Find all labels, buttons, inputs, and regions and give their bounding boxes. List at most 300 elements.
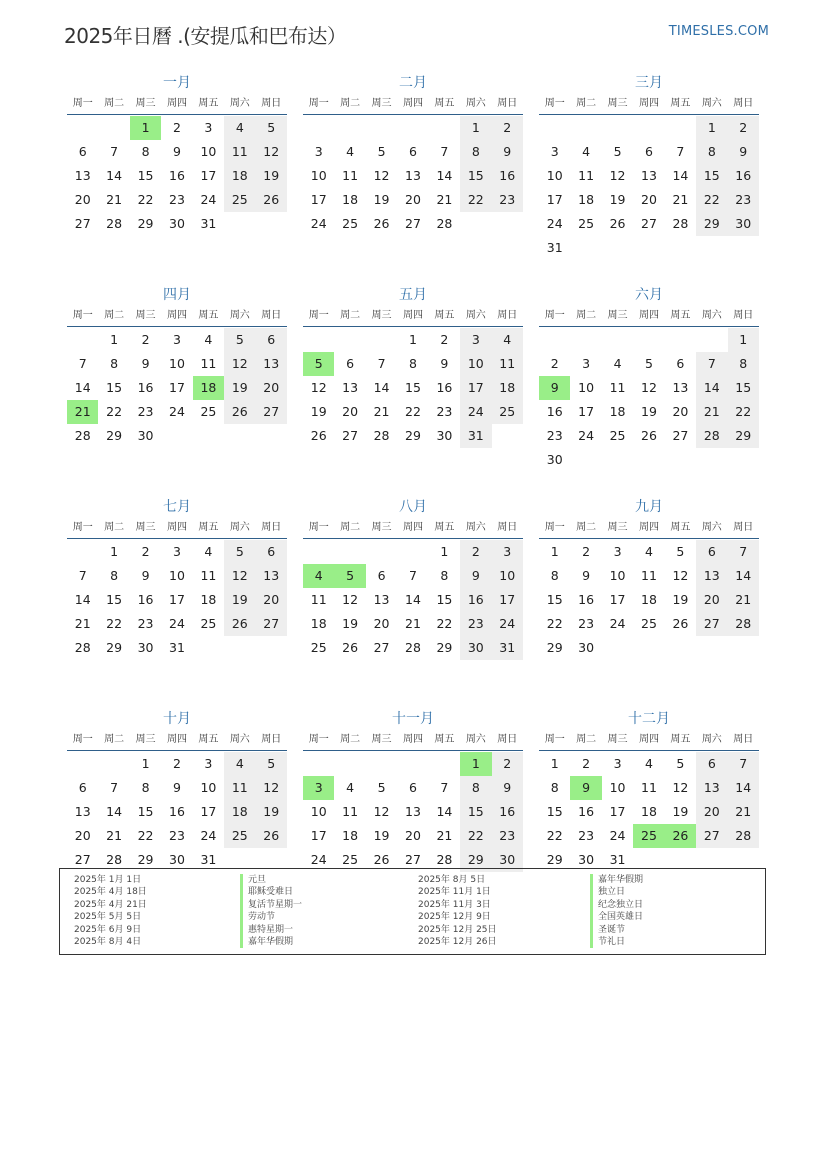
weekday-label: 周六 — [701, 98, 722, 109]
day-cell: 22 — [405, 404, 421, 419]
day-cell: 27 — [405, 852, 421, 867]
weekday-label: 周五 — [198, 310, 219, 321]
month-name: 十二月 — [628, 711, 670, 727]
day-grid — [539, 116, 759, 260]
day-cell: 14 — [106, 168, 123, 183]
day-cell: 4 — [204, 544, 213, 559]
day-cell: 22 — [546, 616, 563, 631]
empty-cell — [397, 116, 428, 140]
day-cell: 9 — [141, 568, 150, 583]
day-cell: 13 — [256, 564, 287, 588]
day-cell: 21 — [436, 828, 453, 843]
holiday-date: 2025年 6月 9日 — [74, 924, 142, 935]
day-cell: 8 — [728, 352, 759, 376]
holiday-date: 2025年 5月 5日 — [74, 912, 142, 923]
day-cell: 25 — [342, 852, 359, 867]
holiday-date: 2025年 12月 26日 — [418, 937, 497, 948]
day-cell: 20 — [672, 404, 689, 419]
day-cell: 28 — [728, 612, 759, 636]
day-cell: 12 — [641, 380, 657, 395]
holiday-date: 2025年 1月 1日 — [74, 875, 142, 885]
weekday-label: 周日 — [261, 734, 282, 745]
empty-cell — [665, 116, 696, 140]
day-cell: 22 — [106, 404, 123, 419]
weekday-label: 周三 — [135, 310, 156, 321]
day-cell: 27 — [696, 612, 727, 636]
day-cell: 26 — [224, 612, 255, 636]
day-cell: 25 — [641, 616, 657, 631]
day-cell: 16 — [436, 380, 453, 395]
day-cell: 28 — [436, 852, 453, 867]
day-cell: 26 — [256, 188, 287, 212]
day-cell: 18 — [310, 616, 327, 631]
empty-cell — [366, 328, 397, 352]
weekday-label: 周一 — [544, 522, 565, 533]
day-cell: 3 — [582, 356, 591, 371]
weekday-label: 周六 — [701, 522, 722, 533]
day-cell: 30 — [169, 852, 185, 867]
day-cell: 7 — [728, 752, 759, 776]
empty-cell — [303, 116, 334, 140]
day-cell: 27 — [696, 824, 727, 848]
day-cell: 18 — [224, 800, 255, 824]
day-cell: 23 — [578, 828, 595, 843]
day-cell: 26 — [373, 216, 390, 231]
weekday-label: 周六 — [229, 98, 250, 109]
weekday-label: 周三 — [371, 98, 392, 109]
day-grid — [303, 752, 523, 872]
day-cell: 10 — [169, 356, 185, 371]
month-calendar — [303, 284, 523, 496]
day-cell: 4 — [346, 144, 355, 159]
day-cell: 8 — [460, 140, 491, 164]
day-cell: 20 — [373, 616, 390, 631]
day-cell: 24 — [609, 616, 626, 631]
day-cell: 9 — [173, 144, 181, 159]
day-cell: 24 — [200, 828, 217, 843]
day-cell: 27 — [373, 640, 390, 655]
day-cell: 1 — [110, 544, 119, 559]
day-cell: 17 — [609, 592, 626, 607]
day-cell: 12 — [224, 564, 255, 588]
weekday-label: 周二 — [576, 310, 597, 321]
day-cell: 2 — [440, 332, 449, 347]
day-cell: 17 — [200, 168, 217, 183]
month-calendar — [539, 496, 759, 708]
day-cell: 31 — [460, 424, 491, 448]
month-name: 八月 — [399, 499, 427, 515]
day-cell: 14 — [74, 592, 91, 607]
day-cell: 1 — [728, 328, 759, 352]
day-cell: 12 — [256, 776, 287, 800]
day-cell: 8 — [110, 356, 119, 371]
weekday-label: 周一 — [544, 98, 565, 109]
weekday-label: 周一 — [72, 98, 93, 109]
day-cell: 28 — [436, 216, 453, 231]
day-cell: 2 — [492, 752, 523, 776]
day-cell: 5 — [645, 356, 653, 371]
day-cell: 19 — [373, 828, 390, 843]
day-cell: 17 — [310, 192, 327, 207]
day-grid — [539, 752, 759, 872]
day-cell: 15 — [460, 164, 491, 188]
day-cell: 8 — [696, 140, 727, 164]
day-cell: 30 — [578, 852, 595, 867]
day-cell: 21 — [74, 616, 91, 631]
day-cell: 1 — [696, 116, 727, 140]
empty-cell — [429, 116, 460, 140]
day-cell: 4 — [645, 544, 653, 559]
day-cell: 25 — [342, 216, 359, 231]
day-cell: 8 — [440, 568, 449, 583]
weekday-label: 周二 — [104, 98, 125, 109]
empty-cell — [303, 328, 334, 352]
day-cell: 14 — [373, 380, 390, 395]
day-cell: 11 — [342, 804, 359, 819]
day-cell: 29 — [106, 640, 123, 655]
day-cell: 19 — [256, 164, 287, 188]
day-cell: 23 — [728, 188, 759, 212]
day-cell: 29 — [106, 428, 123, 443]
day-cell: 5 — [256, 752, 287, 776]
day-cell: 9 — [492, 776, 523, 800]
day-cell: 12 — [310, 380, 327, 395]
weekday-label: 周一 — [72, 734, 93, 745]
day-cell: 10 — [609, 568, 626, 583]
day-cell: 9 — [141, 356, 150, 371]
weekday-label: 周三 — [135, 98, 156, 109]
day-cell: 18 — [641, 592, 657, 607]
day-cell: 11 — [578, 168, 595, 183]
day-cell: 7 — [696, 352, 727, 376]
holiday-name: 惠特星期一 — [240, 924, 302, 936]
brand-link[interactable]: TIMESLES.COM — [668, 24, 769, 39]
month-calendar — [539, 284, 759, 496]
weekday-label: 周四 — [402, 522, 423, 533]
day-cell: 18 — [342, 192, 359, 207]
weekday-label: 周一 — [544, 310, 565, 321]
day-cell: 6 — [256, 328, 287, 352]
day-cell: 17 — [492, 588, 523, 612]
day-cell: 20 — [256, 376, 287, 400]
month-name: 九月 — [635, 499, 663, 515]
day-cell: 28 — [696, 424, 727, 448]
day-cell: 13 — [405, 168, 421, 183]
day-cell: 16 — [578, 592, 595, 607]
day-cell: 10 — [310, 804, 327, 819]
weekday-label: 周三 — [607, 734, 628, 745]
weekday-label: 周六 — [465, 522, 486, 533]
weekday-label: 周四 — [638, 310, 659, 321]
day-cell: 2 — [582, 544, 591, 559]
weekday-label: 周五 — [670, 522, 691, 533]
holiday-name: 纪念独立日 — [590, 899, 643, 911]
day-cell: 19 — [224, 588, 255, 612]
day-cell: 18 — [492, 376, 523, 400]
day-cell: 22 — [546, 828, 563, 843]
day-cell: 29 — [137, 852, 154, 867]
empty-cell — [539, 116, 570, 140]
day-cell: 24 — [492, 612, 523, 636]
weekday-label: 周日 — [261, 522, 282, 533]
holiday-names-col-2 — [590, 874, 643, 948]
day-cell: 5 — [256, 116, 287, 140]
day-cell: 20 — [641, 192, 657, 207]
day-cell: 7 — [110, 144, 119, 159]
day-cell: 6 — [645, 144, 653, 159]
empty-cell — [67, 752, 98, 776]
day-cell: 4 — [224, 116, 255, 140]
day-cell: 4 — [613, 356, 622, 371]
day-cell: 28 — [672, 216, 689, 231]
weekday-label: 周四 — [638, 734, 659, 745]
month-name: 十一月 — [392, 711, 434, 727]
empty-cell — [334, 752, 365, 776]
holiday-date: 2025年 12月 25日 — [418, 924, 497, 935]
day-cell: 7 — [110, 780, 119, 795]
day-cell: 31 — [609, 852, 626, 867]
day-cell: 6 — [696, 540, 727, 564]
weekday-label: 周四 — [166, 310, 187, 321]
weekday-label: 周日 — [733, 522, 754, 533]
day-cell: 12 — [609, 168, 626, 183]
day-grid — [303, 116, 523, 236]
day-cell: 31 — [169, 640, 185, 655]
day-cell: 20 — [696, 588, 727, 612]
day-cell: 13 — [342, 380, 359, 395]
day-cell: 26 — [310, 428, 327, 443]
day-cell: 12 — [373, 168, 390, 183]
empty-cell — [570, 328, 601, 352]
day-cell: 8 — [460, 776, 491, 800]
day-cell: 10 — [310, 168, 327, 183]
day-cell: 29 — [546, 852, 563, 867]
holiday-day: 9 — [570, 776, 601, 800]
weekday-label: 周二 — [576, 98, 597, 109]
day-cell: 8 — [141, 780, 150, 795]
weekday-label: 周日 — [733, 310, 754, 321]
day-grid — [67, 328, 287, 448]
day-cell: 19 — [641, 404, 657, 419]
weekday-label: 周三 — [135, 522, 156, 533]
day-cell: 15 — [405, 380, 421, 395]
weekday-label: 周五 — [670, 98, 691, 109]
holiday-name: 全国英雄日 — [590, 911, 643, 923]
day-cell: 9 — [440, 356, 449, 371]
day-cell: 3 — [613, 756, 622, 771]
month-calendar — [539, 72, 759, 284]
day-cell: 11 — [492, 352, 523, 376]
day-grid — [67, 752, 287, 872]
day-cell: 31 — [492, 636, 523, 660]
weekday-label: 周日 — [497, 98, 518, 109]
holiday-day: 18 — [193, 376, 224, 400]
weekday-label: 周六 — [701, 310, 722, 321]
day-cell: 26 — [342, 640, 359, 655]
empty-cell — [98, 752, 129, 776]
day-cell: 14 — [436, 168, 453, 183]
holiday-dates-col-2 — [418, 874, 497, 948]
day-cell: 19 — [256, 800, 287, 824]
day-cell: 15 — [106, 380, 123, 395]
day-cell: 10 — [492, 564, 523, 588]
day-cell: 4 — [346, 780, 355, 795]
month-calendar — [303, 496, 523, 708]
weekday-label: 周六 — [229, 310, 250, 321]
day-cell: 28 — [405, 640, 421, 655]
day-cell: 22 — [137, 828, 154, 843]
day-cell: 30 — [436, 428, 453, 443]
day-cell: 2 — [173, 756, 181, 771]
day-cell: 19 — [373, 192, 390, 207]
day-cell: 20 — [405, 192, 421, 207]
weekday-label: 周二 — [576, 734, 597, 745]
day-cell: 26 — [641, 428, 657, 443]
day-cell: 20 — [696, 800, 727, 824]
day-cell: 3 — [173, 544, 181, 559]
day-cell: 23 — [492, 824, 523, 848]
day-cell: 11 — [200, 568, 217, 583]
day-cell: 21 — [436, 192, 453, 207]
day-cell: 13 — [641, 168, 657, 183]
empty-cell — [366, 752, 397, 776]
day-grid — [67, 540, 287, 660]
empty-cell — [633, 328, 664, 352]
holiday-date: 2025年 4月 21日 — [74, 899, 147, 910]
day-cell: 8 — [550, 568, 559, 583]
weekday-label: 周六 — [465, 734, 486, 745]
day-cell: 11 — [342, 168, 359, 183]
day-cell: 23 — [492, 188, 523, 212]
day-grid — [539, 540, 759, 660]
day-cell: 11 — [641, 568, 657, 583]
day-cell: 16 — [137, 380, 154, 395]
holiday-day: 9 — [539, 376, 570, 400]
day-cell: 1 — [110, 332, 119, 347]
day-cell: 25 — [200, 404, 217, 419]
day-grid — [303, 540, 523, 660]
weekday-label: 周四 — [638, 98, 659, 109]
weekday-label: 周三 — [607, 522, 628, 533]
day-cell: 4 — [204, 332, 213, 347]
weekday-label: 周一 — [308, 98, 329, 109]
day-cell: 25 — [310, 640, 327, 655]
day-cell: 29 — [696, 212, 727, 236]
day-cell: 31 — [546, 240, 563, 255]
day-cell: 21 — [696, 400, 727, 424]
weekday-label: 周五 — [670, 310, 691, 321]
holiday-date: 2025年 8月 5日 — [418, 875, 486, 885]
day-cell: 19 — [224, 376, 255, 400]
weekday-header — [303, 518, 523, 539]
empty-cell — [602, 116, 633, 140]
day-cell: 24 — [578, 428, 595, 443]
weekday-label: 周五 — [434, 98, 455, 109]
day-cell: 30 — [546, 452, 563, 467]
weekday-header — [303, 306, 523, 327]
day-cell: 30 — [169, 216, 185, 231]
day-cell: 15 — [106, 592, 123, 607]
day-cell: 7 — [409, 568, 417, 583]
day-cell: 24 — [310, 216, 327, 231]
day-cell: 21 — [106, 192, 123, 207]
month-calendar — [67, 72, 287, 284]
day-cell: 1 — [460, 116, 491, 140]
day-cell: 17 — [310, 828, 327, 843]
weekday-label: 周二 — [340, 522, 361, 533]
weekday-header — [539, 94, 759, 115]
day-cell: 5 — [224, 540, 255, 564]
empty-cell — [397, 752, 428, 776]
day-cell: 28 — [373, 428, 390, 443]
day-cell: 24 — [169, 404, 185, 419]
day-cell: 15 — [137, 168, 154, 183]
holiday-day: 3 — [303, 776, 334, 800]
day-cell: 3 — [460, 328, 491, 352]
empty-cell — [696, 328, 727, 352]
day-cell: 4 — [645, 756, 653, 771]
day-cell: 22 — [106, 616, 123, 631]
day-cell: 11 — [310, 592, 327, 607]
holiday-day: 5 — [334, 564, 365, 588]
day-cell: 6 — [256, 540, 287, 564]
month-name: 三月 — [635, 75, 663, 91]
day-cell: 2 — [582, 756, 591, 771]
day-cell: 13 — [373, 592, 390, 607]
day-cell: 2 — [550, 356, 559, 371]
day-cell: 29 — [728, 424, 759, 448]
day-cell: 3 — [204, 120, 213, 135]
holiday-list — [59, 868, 766, 955]
day-cell: 11 — [609, 380, 626, 395]
month-name: 十月 — [163, 711, 191, 727]
day-cell: 18 — [641, 804, 657, 819]
day-cell: 23 — [169, 192, 185, 207]
day-cell: 16 — [492, 800, 523, 824]
holiday-day: 21 — [67, 400, 98, 424]
day-cell: 15 — [728, 376, 759, 400]
weekday-label: 周二 — [340, 98, 361, 109]
day-cell: 12 — [224, 352, 255, 376]
day-cell: 25 — [224, 188, 255, 212]
day-cell: 13 — [405, 804, 421, 819]
weekday-label: 周一 — [72, 310, 93, 321]
day-cell: 13 — [74, 168, 91, 183]
day-cell: 4 — [492, 328, 523, 352]
day-cell: 27 — [74, 852, 91, 867]
day-cell: 10 — [609, 780, 626, 795]
holiday-name: 独立日 — [590, 886, 643, 898]
day-cell: 12 — [342, 592, 359, 607]
day-cell: 23 — [137, 616, 154, 631]
day-cell: 29 — [436, 640, 453, 655]
empty-cell — [397, 540, 428, 564]
weekday-label: 周二 — [340, 310, 361, 321]
day-cell: 8 — [141, 144, 150, 159]
day-cell: 24 — [200, 192, 217, 207]
day-cell: 10 — [200, 144, 217, 159]
holiday-date: 2025年 11月 1日 — [418, 887, 491, 898]
day-cell: 15 — [436, 592, 453, 607]
day-cell: 17 — [169, 380, 185, 395]
day-cell: 20 — [74, 192, 91, 207]
weekday-label: 周六 — [701, 734, 722, 745]
empty-cell — [67, 540, 98, 564]
day-cell: 3 — [550, 144, 559, 159]
day-cell: 18 — [578, 192, 595, 207]
day-cell: 15 — [460, 800, 491, 824]
day-cell: 21 — [106, 828, 123, 843]
